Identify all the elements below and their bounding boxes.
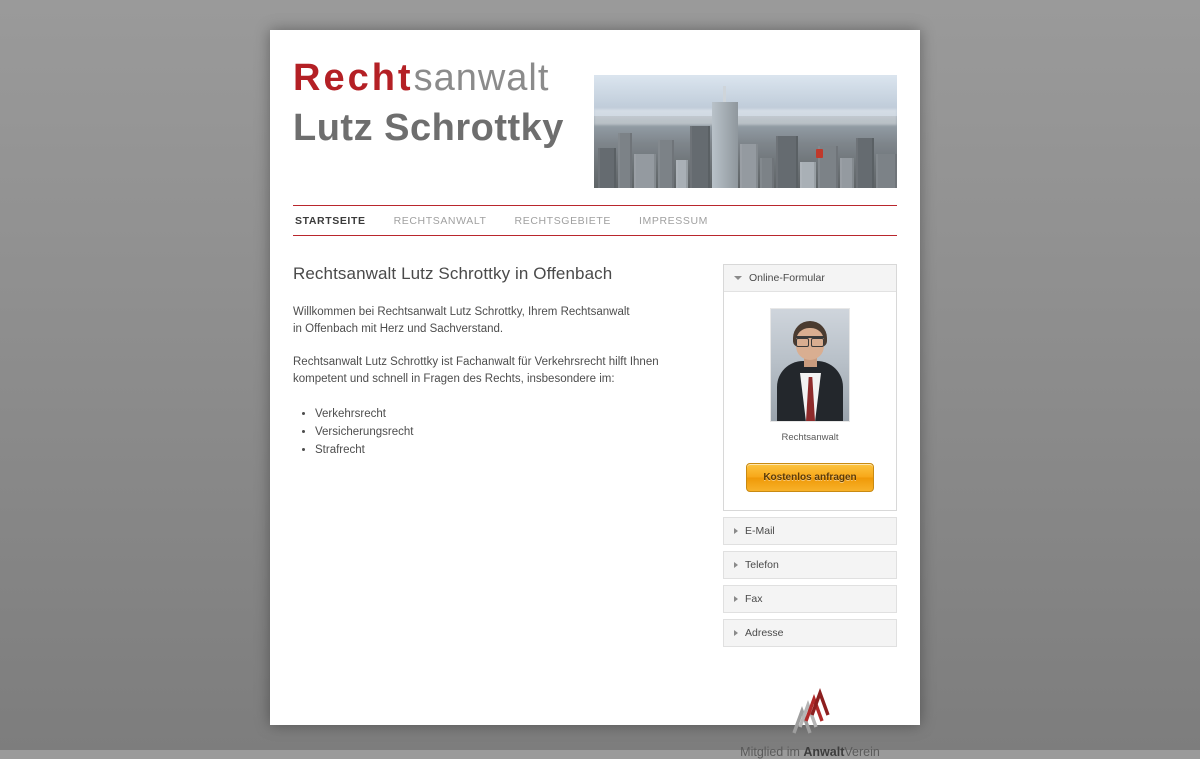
sidebar-item-email[interactable] (723, 517, 897, 545)
chevron-right-icon (734, 562, 738, 568)
portrait-caption: Rechtsanwalt (781, 432, 839, 443)
online-form-panel-title: Online-Formular (749, 272, 825, 284)
nav-item-rechtsgebiete[interactable]: RECHTSGEBIETE (514, 215, 612, 227)
building (776, 136, 798, 188)
list-item: • Versicherungsrecht (315, 424, 699, 441)
online-form-panel (723, 264, 897, 511)
building (658, 140, 674, 188)
sidebar (723, 264, 897, 759)
page-title: Rechtsanwalt Lutz Schrottky in Offenbach (293, 264, 613, 283)
sidebar-item-label: Adresse (745, 627, 784, 639)
chevron-right-icon (734, 528, 738, 534)
site-header (293, 55, 897, 188)
intro-line-2: in Offenbach mit Herz und Sachverstand. (293, 323, 504, 335)
membership-suffix: Verein (844, 745, 880, 759)
skyscraper-tower (712, 102, 738, 188)
main-column (293, 264, 699, 759)
building (840, 158, 854, 188)
online-form-panel-body (724, 292, 896, 510)
brand-line-one (293, 55, 564, 101)
glasses-icon (796, 336, 824, 344)
sidebar-item-fax[interactable] (723, 585, 897, 613)
building (618, 133, 632, 188)
nav-item-startseite[interactable]: STARTSEITE (295, 215, 366, 227)
content-area (293, 264, 897, 759)
chevron-right-icon (734, 596, 738, 602)
list-item: • Verkehrsrecht (315, 406, 699, 423)
main-navigation-bar (293, 205, 897, 236)
specialization-paragraph: Rechtsanwalt Lutz Schrottky ist Fachanwalt für Verkehrsrecht hilft Ihnen kompetent und schnell in Fragen des Rechts, insbesondere im: (293, 356, 659, 385)
membership-bold: Anwalt (803, 745, 845, 759)
practice-areas-list (293, 406, 699, 459)
membership-text (723, 745, 897, 759)
site-logo[interactable] (293, 55, 564, 151)
nav-item-rechtsanwalt[interactable]: RECHTSANWALT (393, 215, 487, 227)
membership-prefix: Mitglied im (740, 745, 804, 759)
nav-item-impressum[interactable]: IMPRESSUM (639, 215, 709, 227)
building (856, 138, 874, 188)
sidebar-item-label: Fax (745, 593, 763, 605)
sidebar-item-label: E-Mail (745, 525, 775, 537)
sidebar-item-telefon[interactable] (723, 551, 897, 579)
building (634, 154, 656, 188)
building (760, 158, 774, 188)
chevron-right-icon (734, 630, 738, 636)
intro-line-1: Willkommen bei Rechtsanwalt Lutz Schrottky, Ihrem Rechtsanwalt (293, 306, 630, 318)
haze-layer (594, 109, 897, 125)
red-roof-marker (816, 149, 823, 158)
list-item: • Strafrecht (315, 442, 699, 459)
request-quote-button[interactable]: Kostenlos anfragen (746, 463, 873, 492)
brand-rest-text: sanwalt (413, 57, 550, 99)
building (800, 162, 816, 188)
anwaltverein-logo-icon (784, 687, 836, 737)
membership-logo-block (723, 687, 897, 759)
online-form-panel-header[interactable] (724, 265, 896, 292)
brand-accent-text: Recht (293, 57, 414, 99)
browser-page (270, 30, 920, 759)
brand-name: Lutz Schrottky (293, 107, 564, 149)
sidebar-item-adresse[interactable] (723, 619, 897, 647)
sidebar-item-label: Telefon (745, 559, 779, 571)
intro-paragraph (293, 304, 699, 338)
building (676, 160, 688, 188)
skyline-banner-image (594, 75, 897, 188)
main-navigation (293, 215, 897, 227)
building (876, 154, 897, 188)
building (740, 144, 758, 188)
chevron-down-icon (734, 276, 742, 280)
building (690, 126, 710, 188)
avatar (770, 308, 850, 422)
building (598, 148, 616, 188)
